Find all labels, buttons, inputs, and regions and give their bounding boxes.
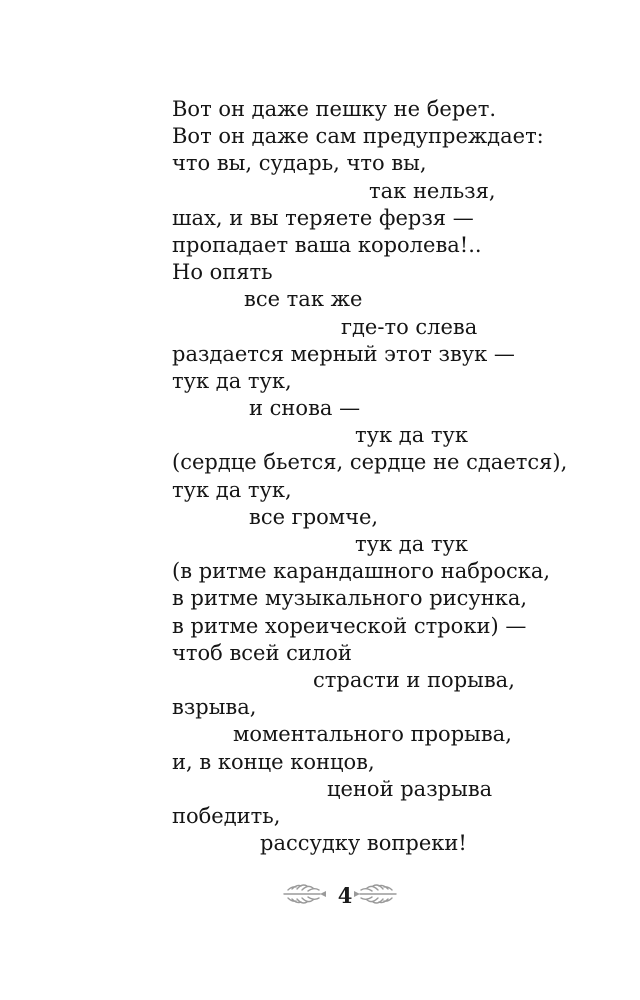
poem-line: шах, и вы теряете ферзя — xyxy=(172,205,474,230)
poem-line: пропадает ваша королева!.. xyxy=(172,232,482,257)
poem-line: взрыва, xyxy=(172,695,257,720)
poem-line: все так же xyxy=(244,287,363,312)
poem-line: и снова — xyxy=(249,396,361,421)
poem-line: в ритме хореической строки) — xyxy=(172,613,527,638)
poem-line: тук да тук xyxy=(355,532,468,556)
poem-line: все громче, xyxy=(249,504,379,529)
poem-line: чтоб всей силой xyxy=(172,640,352,665)
poem-line: страсти и порыва, xyxy=(313,667,515,692)
poem-line: тук да тук, xyxy=(172,477,292,502)
poem-line: победить, xyxy=(172,803,281,828)
feather-flourish-right-icon xyxy=(352,880,398,913)
page-footer xyxy=(0,876,640,920)
poem-body xyxy=(0,96,640,857)
poem-line: (в ритме карандашного наброска, xyxy=(172,559,551,584)
poem-line: где-то слева xyxy=(341,314,478,339)
page-number: 4 xyxy=(337,883,353,908)
poem-line: тук да тук xyxy=(355,423,468,448)
poem-line: Вот он даже сам предупреждает: xyxy=(172,124,544,149)
poem-line: моментального прорыва, xyxy=(233,722,512,747)
poem-line: ценой разрыва xyxy=(327,776,493,801)
poem-line: Вот он даже пешку не берет. xyxy=(172,97,496,121)
poem-line: рассудку вопреки! xyxy=(260,831,467,856)
poem-line: что вы, сударь, что вы, xyxy=(172,151,427,176)
poem-line: так нельзя, xyxy=(369,178,496,203)
poem-line: раздается мерный этот звук — xyxy=(172,341,515,366)
poem-line: (сердце бьется, сердце не сдается), xyxy=(172,450,568,475)
poem-line: в ритме музыкального рисунка, xyxy=(172,586,528,611)
poem-line: и, в конце концов, xyxy=(172,749,375,774)
poem-line: Но опять xyxy=(172,260,273,285)
poem-line: тук да тук, xyxy=(172,368,292,393)
feather-flourish-left-icon xyxy=(282,880,328,913)
